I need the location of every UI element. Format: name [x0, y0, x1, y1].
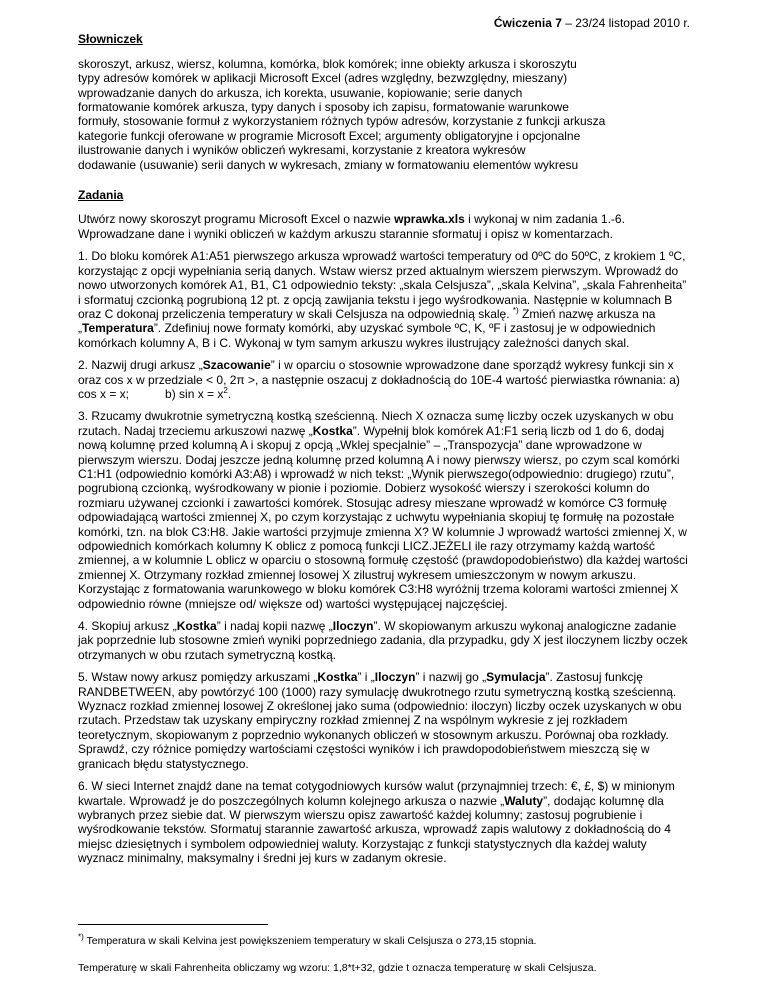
intro-text: Wprowadzane dane i wyniki obliczeń w każdym arkuszu starannie sformatuj i opisz w komentarzach. [78, 226, 613, 241]
glossary-line: formuły, stosowanie formuł z wykorzystaniem różnych typów adresów, korzystanie z funkcji arkusza [78, 114, 606, 129]
task-text: 2. Nazwij drugi arkusz „ [78, 358, 203, 373]
exercise-title: Ćwiczenia 7 [493, 16, 562, 30]
document-page [78, 16, 690, 874]
sheet-name: Symulacja [486, 670, 546, 685]
glossary-line: typy adresów komórek w aplikacji Microsoft Excel (adres względny, bezwzględny, mieszany) [78, 71, 568, 86]
footnote-separator [78, 924, 268, 925]
glossary-line: dodawanie (usuwanie) serii danych w wykresach, zmiany w formatowaniu elementów wykresu [78, 157, 579, 172]
task-text: 1. Do bloku komórek A1:A51 pierwszego arkusza wprowadź wartości temperatury od 0ºC do 50ºC, z krokiem 1 ºC, korzystając z opcji wypełniania serią danych. Wstaw wiersz przed aktualnym wierszem pierwszym. Wprowadź do nowo utworzonych komórek A1, B1, C1 odpowiednio teksty: „skala Celsjusza”, „skala Kelvina”, „skala Fahrenheita” i sformatuj czcionką pogrubioną 12 pt. z opcją zawijania tekstu i jego wyśrodkowania. Następnie w kolumnach B oraz C dokonaj przeliczenia temperatury w skali Celsjusza na odpowiednią skalę. [78, 249, 687, 321]
task-5 [78, 670, 690, 771]
sheet-name: Kostka [312, 423, 353, 438]
task-1 [78, 249, 690, 350]
footnote-1 [78, 932, 698, 948]
glossary-line: wprowadzanie danych do arkusza, ich korekta, usuwanie, kopiowanie; serie danych [78, 85, 523, 100]
task-text: ” i nazwij go „ [415, 670, 487, 685]
sheet-name: Kostka [176, 619, 217, 634]
sheet-name: Waluty [504, 793, 544, 808]
task-text: b) sin x = x [165, 386, 224, 401]
tasks-intro [78, 212, 690, 241]
task-text: ” i „ [357, 670, 375, 685]
glossary-list [78, 57, 690, 172]
task-2 [78, 358, 690, 401]
task-4 [78, 619, 690, 662]
sheet-name: Temperatura [82, 321, 154, 336]
sheet-name: Iloczyn [374, 670, 416, 685]
superscript: 2 [223, 385, 228, 395]
sheet-name: Kostka [317, 670, 358, 685]
tasks-heading: Zadania [78, 188, 124, 203]
exercise-date: – 23/24 listopad 2010 r. [565, 16, 690, 30]
sheet-name: Iloczyn [332, 619, 374, 634]
footnote-2: Temperaturę w skali Fahrenheita obliczamy wg wzoru: 1,8*t+32, gdzie t oznacza temperaturę w skali Celsjusza. [78, 962, 597, 974]
task-6 [78, 779, 690, 865]
glossary-heading: Słowniczek [78, 32, 143, 47]
intro-text: i wykonaj w nim zadania 1.-6. [464, 212, 625, 227]
task-text: Zmień nazwę arkusza na „ [78, 306, 656, 336]
page-header [78, 16, 690, 30]
sheet-name: Szacowanie [202, 358, 271, 373]
task-text: 6. W sieci Internet znajdź dane na temat cotygodniowych kursów walut (przynajmniej trzech: €, £, $) w minionym kwartale. Wprowadź je do poszczególnych kolumn kolejnego arkusza o nazwie „ [78, 779, 675, 808]
intro-text: Utwórz nowy skoroszyt programu Microsoft Excel o nazwie [78, 212, 395, 227]
task-text: ”, dodając kolumnę dla wybranych przez siebie dat. W pierwszym wierszu opisz zawartość każdej kolumny; zastosuj pogrubienie i wyśrodkowanie tekstów. Sformatuj starannie zawartość arkusza, wprowadź zapis walutowy z dokładnością do 4 miejsc dziesiętnych i symbolem odpowiedniej waluty. Korzystając z funkcji statystycznych dla każdej waluty wyznacz minimalny, maksymalny i średni jej kurs w zadanym okresie. [78, 793, 671, 866]
glossary-line: formatowanie komórek arkusza, typy danych i sposoby ich zapisu, formatowanie warunkowe [78, 100, 569, 115]
task-text: ” i nadaj kopii nazwę „ [216, 619, 333, 634]
task-text: 5. Wstaw nowy arkusz pomiędzy arkuszami „ [78, 670, 318, 685]
glossary-line: skoroszyt, arkusz, wiersz, kolumna, komórka, blok komórek; inne obiekty arkusza i skoroszytu [78, 56, 577, 71]
task-text: ”. W skopiowanym arkuszu wykonaj analogiczne zadanie jak poprzednie lub stosowne zmień wyniki poprzedniego zadania, dla przypadku, gdy X jest iloczynem liczby oczek otrzymanych w obu rzutach symetryczną kostką. [78, 619, 688, 662]
footnote-text: Temperatura w skali Kelvina jest powiększeniem temperatury w skali Celsjusza o 273,15 stopnia. [83, 935, 537, 947]
task-text: ” i w oparciu o stosownie wprowadzone dane sporządź wykresy funkcji sin x oraz cos x w przedziale < 0, 2π >, a następnie oszacuj z dokładnością do 10E-4 wartość pierwiastka równania: a) cos x = x; [78, 358, 680, 401]
footnote-mark: *) [78, 932, 84, 942]
footnote-mark: *) [512, 305, 519, 315]
glossary-line: ilustrowanie danych i wyników obliczeń wykresami, korzystanie z kreatora wykresów [78, 143, 526, 158]
glossary-line: kategorie funkcji oferowane w programie Microsoft Excel; argumenty obligatoryjne i opcjonalne [78, 128, 581, 143]
task-text: 4. Skopiuj arkusz „ [78, 619, 177, 634]
task-text: ”. Wypełnij blok komórek A1:F1 serią liczb od 1 do 6, dodaj nową kolumnę przed kolumną A i skopuj z opcją „Wklej specjalnie” – „Transpozycja” dane wprowadzone w pierwszym wierszu. Dodaj jeszcze jedną kolumnę przed kolumną A i nowy pierwszy wiersz, po czym scal komórki C1:H1 (odpowiednio komórki A3:A8) i wprowadź w nich tekst: „Wynik pierwszego(odpowiednio: drugiego) rzutu”, pogrubioną czcionką, wyśrodkowany w pionie i poziomie. Dobierz wysokość wierszy i szerokości kolumn do rozmiaru używanej czcionki i zawartości komórek. Stosując adresy mieszane wprowadź w komórce C3 formułę odpowiadającą wartości zmiennej X, po czym korzystając z uchwytu wypełniania skopiuj tę formułę na pozostałe komórki, tzn. na blok C3:H8. Jakie wartości przyjmuje zmienna X? W kolumnie J wprowadź wartości zmiennej X, w odpowiednich komórkach kolumny K oblicz z pomocą funkcji LICZ.JEŻELI ile razy otrzymamy każdą wartość zmiennej, a w kolumnie L oblicz w oparciu o stosowną formułę częstość (prawdopodobieństwo) dla każdej wartości zmiennej X. Otrzymany rozkład zmiennej losowej X zilustruj wykresem umieszczonym w nowym arkuszu. Korzystając z formatowania warunkowego w bloku komórek C3:H8 wyróżnij trzema kolorami wartości zmiennej X odpowiednio równe (mniejsze od/ większe od) wartości występującej najczęściej. [78, 423, 688, 611]
task-text: . [227, 386, 232, 401]
task-text: ”. Zastosuj funkcję RANDBETWEEN, aby powtórzyć 100 (1000) razy symulację dwukrotnego rzutu symetryczną kostką sześcienną. Wyznacz rozkład zmiennej losowej Z określonej jako suma (odpowiednio: iloczyn) liczby oczek uzyskanych w obu rzutach. Przedstaw tak uzyskany empiryczny rozkład zmiennej Z na wspólnym wykresie z jej rozkładem teoretycznym, skopiowanym z poprzednio wykonanych obliczeń w stosownym arkuszu. Porównaj oba rozkłady. Sprawdź, czy różnice pomiędzy wartościami częstości wyników i ich prawdopodobieństwem mieszczą się w granicach błędu statystycznego. [78, 670, 682, 771]
task-3 [78, 409, 690, 611]
task-text: ”. Zdefiniuj nowe formaty komórki, aby uzyskać symbole ºC, K, ºF i zastosuj je w odpowiednich komórkach kolumny A, B i C. Wykonaj w tym samym arkuszu wykres ilustrujący zależności danych skal. [78, 321, 656, 350]
task-text: 3. Rzucamy dwukrotnie symetryczną kostką sześcienną. Niech X oznacza sumę liczby oczek uzyskanych w obu rzutach. Nadaj trzeciemu arkuszowi nazwę „ [78, 409, 674, 438]
workbook-filename: wprawka.xls [394, 212, 465, 227]
